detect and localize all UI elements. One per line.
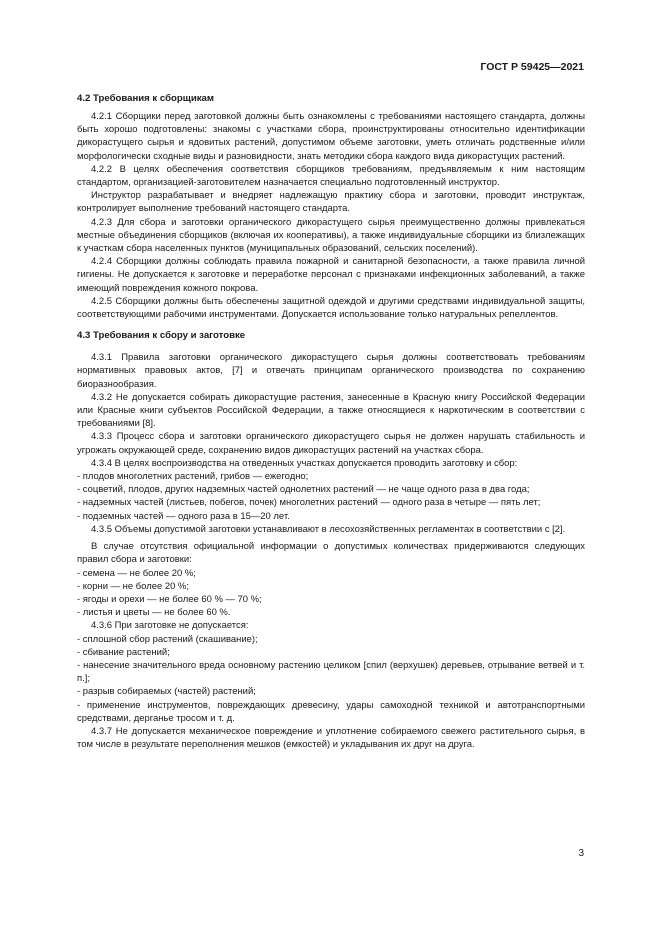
paragraph-4-3-4: 4.3.4 В целях воспроизводства на отведенных участках допускается проводить заготовку и сбор:	[91, 457, 518, 469]
paragraph-4-2-2: 4.2.2 В целях обеспечения соответствия сборщиков требованиям, предъявляемым к ним настоящим стандартом, организацией-заготовителем назначается специально подготовленный инструктор.	[77, 163, 585, 189]
paragraph-4-3-6: 4.3.6 При заготовке не допускается:	[91, 620, 249, 632]
document-body	[77, 88, 585, 751]
paragraph-instructor: Инструктор разрабатывает и внедряет надлежащую практику сбора и заготовки, проводит инструктаж, контролирует выполнение требований настоящего стандарта.	[77, 190, 585, 215]
paragraph-4-3-2: 4.3.2 Не допускается собирать дикорастущие растения, занесенные в Красную книгу Российской Федерации или Красные книги субъектов Российской Федерации, а также относящиеся к наркотическим в соответствии с требованиями [8].	[77, 391, 585, 430]
list-item: - сплошной сбор растений (скашивание);	[77, 633, 258, 645]
section-heading-4-2: 4.2 Требования к сборщикам	[77, 93, 214, 104]
list-item: - плодов многолетних растений, грибов — ежегодно;	[77, 471, 309, 483]
list-item: - применение инструментов, повреждающих древесину, удары самоходной техникой и автотранспортными средствами, дерганье тросом и т. д.	[77, 699, 585, 724]
paragraph-4-3-3: 4.3.3 Процесс сбора и заготовки органического дикорастущего сырья не должен нарушать стабильность и угрожать окружающей среде, сохранению видов дикорастущих растений на участках сбора.	[77, 431, 585, 456]
paragraph-4-3-1: 4.3.1 Правила заготовки органического дикорастущего сырья должны соответствовать требованиям нормативных правовых актов, [7] и отвечать принципам органического производства по сохранению биоразнообразия.	[77, 352, 585, 390]
list-item: - листья и цветы — не более 60 %.	[77, 607, 231, 619]
paragraph-no-official-info: В случае отсутствия официальной информации о допустимых количествах придерживаются следующих правил сбора и заготовки:	[77, 541, 585, 566]
standard-code: ГОСТ Р 59425—2021	[480, 61, 584, 73]
list-item: - разрыв собираемых (частей) растений;	[77, 686, 256, 698]
paragraph-4-2-1: 4.2.1 Сборщики перед заготовкой должны быть ознакомлены с требованиями настоящего стандарта, должны быть хорошо подготовлены: знакомы с участками сбора, проинструктированы относительно идентификации дикорастущего сырья и ядовитых растений, допустимом объеме заготовки, уметь отличать родственные и/или морфологически сходные виды и разновидности, знать методики сбора каждого вида дикорастущих растений.	[77, 111, 585, 162]
page-number: 3	[578, 848, 584, 859]
list-item: - нанесение значительного вреда основному растению целиком [спил (верхушек) деревьев, отрывание ветвей и т. п.];	[77, 659, 585, 685]
list-item: - ягоды и орехи — не более 60 % — 70 %;	[77, 593, 262, 605]
paragraph-4-3-7: 4.3.7 Не допускается механическое повреждение и уплотнение собираемого свежего растительного сырья, в том числе в результате переполнения мешков (емкостей) и укладывания их друг на друга.	[77, 725, 585, 751]
list-item: - сбивание растений;	[77, 646, 170, 658]
paragraph-4-2-3: 4.2.3 Для сбора и заготовки органического дикорастущего сырья преимущественно должны привлекаться местные объединения сборщиков (включая их кооперативы), а также индивидуальные сборщики из близлежащих к участкам сбора населенных пунктов (муниципальных образований, сельских поселений).	[77, 216, 585, 255]
paragraph-4-2-4: 4.2.4 Сборщики должны соблюдать правила пожарной и санитарной безопасности, а также правила личной гигиены. Не допускается к заготовке и переработке персонал с признаками инфекционных заболеваний, а также имеющий повреждения кожного покрова.	[77, 256, 585, 294]
list-item: - семена — не более 20 %;	[77, 567, 196, 579]
list-item: - надземных частей (листьев, побегов, почек) многолетних растений — одного раза в четыре — пять лет;	[77, 497, 541, 509]
list-item: - корни — не более 20 %;	[77, 580, 189, 592]
paragraph-4-3-5: 4.3.5 Объемы допустимой заготовки устанавливают в лесохозяйственных регламентах в соответствии с [2].	[91, 523, 566, 535]
list-item: - подземных частей — одного раза в 15—20 лет.	[77, 510, 290, 522]
paragraph-4-2-5: 4.2.5 Сборщики должны быть обеспечены защитной одеждой и другими средствами индивидуальной защиты, соответствующими рабочими инструментами. Допускается использование только натуральных репеллентов.	[77, 295, 585, 321]
list-item: - соцветий, плодов, других надземных частей однолетних растений — не чаще одного раза в два года;	[77, 484, 530, 496]
section-heading-4-3: 4.3 Требования к сбору и заготовке	[77, 330, 246, 342]
